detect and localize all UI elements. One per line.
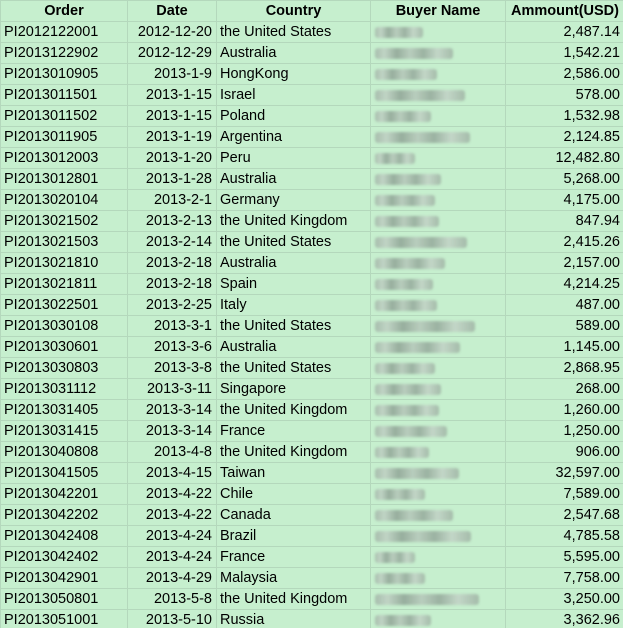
table-row — [1, 232, 623, 253]
amount-cell[interactable]: 2,586.00 — [506, 64, 623, 85]
amount-cell[interactable]: 1,542.21 — [506, 43, 623, 64]
table-row — [1, 85, 623, 106]
amount-cell[interactable]: 1,260.00 — [506, 400, 623, 421]
table-row — [1, 526, 623, 547]
country-cell[interactable]: Brazil — [217, 526, 371, 547]
buyer-name-cell[interactable] — [371, 316, 506, 337]
amount-cell[interactable]: 2,157.00 — [506, 253, 623, 274]
amount-cell[interactable]: 2,547.68 — [506, 505, 623, 526]
table-row — [1, 253, 623, 274]
date-cell[interactable]: 2013-2-14 — [128, 232, 217, 253]
table-row — [1, 358, 623, 379]
buyer-name-cell[interactable] — [371, 22, 506, 43]
order-cell[interactable]: PI2013042202 — [1, 505, 128, 526]
order-cell[interactable]: PI2013021503 — [1, 232, 128, 253]
country-cell[interactable]: France — [217, 421, 371, 442]
table-row — [1, 568, 623, 589]
redacted-buyer-name — [375, 552, 415, 563]
amount-cell[interactable]: 7,758.00 — [506, 568, 623, 589]
redacted-buyer-name — [375, 300, 437, 311]
redacted-buyer-name — [375, 195, 435, 206]
buyer-name-cell[interactable] — [371, 442, 506, 463]
date-cell[interactable]: 2013-5-8 — [128, 589, 217, 610]
amount-cell[interactable]: 1,250.00 — [506, 421, 623, 442]
table-body — [1, 22, 623, 628]
header-buyer-name[interactable]: Buyer Name — [371, 1, 506, 22]
country-cell[interactable]: Chile — [217, 484, 371, 505]
redacted-buyer-name — [375, 153, 415, 164]
redacted-buyer-name — [375, 174, 441, 185]
redacted-buyer-name — [375, 90, 465, 101]
order-cell[interactable]: PI2013050801 — [1, 589, 128, 610]
amount-cell[interactable]: 268.00 — [506, 379, 623, 400]
buyer-name-cell[interactable] — [371, 379, 506, 400]
order-cell[interactable]: PI2013122902 — [1, 43, 128, 64]
order-cell[interactable]: PI2013031405 — [1, 400, 128, 421]
date-cell[interactable]: 2013-1-28 — [128, 169, 217, 190]
redacted-buyer-name — [375, 489, 425, 500]
order-cell[interactable]: PI2013042408 — [1, 526, 128, 547]
table-row — [1, 22, 623, 43]
buyer-name-cell[interactable] — [371, 526, 506, 547]
buyer-name-cell[interactable] — [371, 505, 506, 526]
date-cell[interactable]: 2013-5-10 — [128, 610, 217, 628]
buyer-name-cell[interactable] — [371, 547, 506, 568]
buyer-name-cell[interactable] — [371, 253, 506, 274]
buyer-name-cell[interactable] — [371, 589, 506, 610]
header-date[interactable]: Date — [128, 1, 217, 22]
country-cell[interactable]: Australia — [217, 253, 371, 274]
redacted-buyer-name — [375, 426, 447, 437]
redacted-buyer-name — [375, 237, 467, 248]
redacted-buyer-name — [375, 573, 425, 584]
header-country[interactable]: Country — [217, 1, 371, 22]
country-cell[interactable]: the United Kingdom — [217, 211, 371, 232]
amount-cell[interactable]: 847.94 — [506, 211, 623, 232]
country-cell[interactable]: the United Kingdom — [217, 589, 371, 610]
amount-cell[interactable]: 589.00 — [506, 316, 623, 337]
table-row — [1, 106, 623, 127]
buyer-name-cell[interactable] — [371, 43, 506, 64]
buyer-name-cell[interactable] — [371, 337, 506, 358]
country-cell[interactable]: Malaysia — [217, 568, 371, 589]
buyer-name-cell[interactable] — [371, 148, 506, 169]
date-cell[interactable]: 2013-3-11 — [128, 379, 217, 400]
amount-cell[interactable]: 2,124.85 — [506, 127, 623, 148]
buyer-name-cell[interactable] — [371, 232, 506, 253]
table-row — [1, 274, 623, 295]
country-cell[interactable]: Taiwan — [217, 463, 371, 484]
country-cell[interactable]: HongKong — [217, 64, 371, 85]
country-cell[interactable]: Germany — [217, 190, 371, 211]
table-row — [1, 295, 623, 316]
order-cell[interactable]: PI2013021811 — [1, 274, 128, 295]
amount-cell[interactable]: 32,597.00 — [506, 463, 623, 484]
amount-cell[interactable]: 487.00 — [506, 295, 623, 316]
amount-cell[interactable]: 7,589.00 — [506, 484, 623, 505]
table-row — [1, 316, 623, 337]
table-row — [1, 547, 623, 568]
order-cell[interactable]: PI2013021502 — [1, 211, 128, 232]
date-cell[interactable]: 2013-4-22 — [128, 505, 217, 526]
buyer-name-cell[interactable] — [371, 85, 506, 106]
country-cell[interactable]: the United States — [217, 232, 371, 253]
redacted-buyer-name — [375, 132, 470, 143]
redacted-buyer-name — [375, 384, 441, 395]
country-cell[interactable]: Israel — [217, 85, 371, 106]
table-row — [1, 379, 623, 400]
order-cell[interactable]: PI2013041505 — [1, 463, 128, 484]
table-row — [1, 484, 623, 505]
country-cell[interactable]: France — [217, 547, 371, 568]
country-cell[interactable]: Australia — [217, 169, 371, 190]
table-row — [1, 337, 623, 358]
order-cell[interactable]: PI2013010905 — [1, 64, 128, 85]
order-cell[interactable]: PI2013042402 — [1, 547, 128, 568]
table-row — [1, 64, 623, 85]
country-cell[interactable]: Italy — [217, 295, 371, 316]
table-row — [1, 589, 623, 610]
date-cell[interactable]: 2013-1-15 — [128, 106, 217, 127]
buyer-name-cell[interactable] — [371, 106, 506, 127]
header-amount[interactable]: Ammount(USD) — [506, 1, 623, 22]
redacted-buyer-name — [375, 468, 459, 479]
redacted-buyer-name — [375, 531, 471, 542]
amount-cell[interactable]: 4,214.25 — [506, 274, 623, 295]
date-cell[interactable]: 2012-12-29 — [128, 43, 217, 64]
redacted-buyer-name — [375, 111, 431, 122]
order-cell[interactable]: PI2013011501 — [1, 85, 128, 106]
order-cell[interactable]: PI2013021810 — [1, 253, 128, 274]
buyer-name-cell[interactable] — [371, 421, 506, 442]
date-cell[interactable]: 2013-4-22 — [128, 484, 217, 505]
order-cell[interactable]: PI2013011905 — [1, 127, 128, 148]
order-cell[interactable]: PI2013011502 — [1, 106, 128, 127]
table-row — [1, 610, 623, 628]
country-cell[interactable]: the United States — [217, 358, 371, 379]
order-cell[interactable]: PI2013030108 — [1, 316, 128, 337]
table-row — [1, 211, 623, 232]
date-cell[interactable]: 2013-1-9 — [128, 64, 217, 85]
redacted-buyer-name — [375, 447, 429, 458]
table-row — [1, 43, 623, 64]
buyer-name-cell[interactable] — [371, 358, 506, 379]
amount-cell[interactable]: 906.00 — [506, 442, 623, 463]
table-row — [1, 190, 623, 211]
date-cell[interactable]: 2013-2-13 — [128, 211, 217, 232]
country-cell[interactable]: Australia — [217, 337, 371, 358]
date-cell[interactable]: 2013-3-6 — [128, 337, 217, 358]
redacted-buyer-name — [375, 216, 439, 227]
country-cell[interactable]: Singapore — [217, 379, 371, 400]
redacted-buyer-name — [375, 69, 437, 80]
buyer-name-cell[interactable] — [371, 568, 506, 589]
date-cell[interactable]: 2013-2-1 — [128, 190, 217, 211]
date-cell[interactable]: 2013-4-24 — [128, 526, 217, 547]
country-cell[interactable]: Argentina — [217, 127, 371, 148]
order-cell[interactable]: PI2013040808 — [1, 442, 128, 463]
redacted-buyer-name — [375, 510, 453, 521]
amount-cell[interactable]: 4,175.00 — [506, 190, 623, 211]
date-cell[interactable]: 2013-3-8 — [128, 358, 217, 379]
order-cell[interactable]: PI2013022501 — [1, 295, 128, 316]
amount-cell[interactable]: 2,487.14 — [506, 22, 623, 43]
buyer-name-cell[interactable] — [371, 169, 506, 190]
table-row — [1, 400, 623, 421]
redacted-buyer-name — [375, 48, 453, 59]
date-cell[interactable]: 2013-3-14 — [128, 400, 217, 421]
order-cell[interactable]: PI2013042201 — [1, 484, 128, 505]
redacted-buyer-name — [375, 258, 445, 269]
redacted-buyer-name — [375, 321, 475, 332]
redacted-buyer-name — [375, 363, 435, 374]
amount-cell[interactable]: 3,250.00 — [506, 589, 623, 610]
country-cell[interactable]: Canada — [217, 505, 371, 526]
amount-cell[interactable]: 2,415.26 — [506, 232, 623, 253]
buyer-name-cell[interactable] — [371, 400, 506, 421]
redacted-buyer-name — [375, 615, 431, 626]
order-cell[interactable]: PI2013031112 — [1, 379, 128, 400]
order-cell[interactable]: PI2013012801 — [1, 169, 128, 190]
amount-cell[interactable]: 2,868.95 — [506, 358, 623, 379]
redacted-buyer-name — [375, 27, 423, 38]
buyer-name-cell[interactable] — [371, 127, 506, 148]
redacted-buyer-name — [375, 342, 460, 353]
date-cell[interactable]: 2013-3-1 — [128, 316, 217, 337]
amount-cell[interactable]: 5,268.00 — [506, 169, 623, 190]
buyer-name-cell[interactable] — [371, 190, 506, 211]
order-cell[interactable]: PI2013042901 — [1, 568, 128, 589]
buyer-name-cell[interactable] — [371, 211, 506, 232]
country-cell[interactable]: Poland — [217, 106, 371, 127]
date-cell[interactable]: 2013-1-20 — [128, 148, 217, 169]
amount-cell[interactable]: 1,532.98 — [506, 106, 623, 127]
date-cell[interactable]: 2013-1-19 — [128, 127, 217, 148]
order-cell[interactable]: PI2013030803 — [1, 358, 128, 379]
buyer-name-cell[interactable] — [371, 484, 506, 505]
country-cell[interactable]: Peru — [217, 148, 371, 169]
date-cell[interactable]: 2013-2-18 — [128, 274, 217, 295]
amount-cell[interactable]: 578.00 — [506, 85, 623, 106]
table-row — [1, 148, 623, 169]
order-cell[interactable]: PI2013030601 — [1, 337, 128, 358]
country-cell[interactable]: Spain — [217, 274, 371, 295]
country-cell[interactable]: Russia — [217, 610, 371, 628]
header-row — [1, 1, 623, 22]
date-cell[interactable]: 2013-4-24 — [128, 547, 217, 568]
table-row — [1, 442, 623, 463]
table-row — [1, 505, 623, 526]
order-cell[interactable]: PI2012122001 — [1, 22, 128, 43]
amount-cell[interactable]: 3,362.96 — [506, 610, 623, 628]
buyer-name-cell[interactable] — [371, 610, 506, 628]
buyer-name-cell[interactable] — [371, 295, 506, 316]
date-cell[interactable]: 2013-1-15 — [128, 85, 217, 106]
date-cell[interactable]: 2013-4-8 — [128, 442, 217, 463]
table-row — [1, 127, 623, 148]
date-cell[interactable]: 2013-2-18 — [128, 253, 217, 274]
order-cell[interactable]: PI2013012003 — [1, 148, 128, 169]
country-cell[interactable]: the United States — [217, 22, 371, 43]
country-cell[interactable]: the United Kingdom — [217, 442, 371, 463]
date-cell[interactable]: 2013-2-25 — [128, 295, 217, 316]
date-cell[interactable]: 2013-4-29 — [128, 568, 217, 589]
buyer-name-cell[interactable] — [371, 463, 506, 484]
table-row — [1, 169, 623, 190]
amount-cell[interactable]: 5,595.00 — [506, 547, 623, 568]
buyer-name-cell[interactable] — [371, 274, 506, 295]
country-cell[interactable]: the United Kingdom — [217, 400, 371, 421]
order-cell[interactable]: PI2013051001 — [1, 610, 128, 628]
header-order[interactable]: Order — [1, 1, 128, 22]
country-cell[interactable]: the United States — [217, 316, 371, 337]
redacted-buyer-name — [375, 594, 479, 605]
buyer-name-cell[interactable] — [371, 64, 506, 85]
order-cell[interactable]: PI2013020104 — [1, 190, 128, 211]
table-row — [1, 421, 623, 442]
redacted-buyer-name — [375, 405, 439, 416]
date-cell[interactable]: 2013-4-15 — [128, 463, 217, 484]
order-cell[interactable]: PI2013031415 — [1, 421, 128, 442]
redacted-buyer-name — [375, 279, 433, 290]
date-cell[interactable]: 2012-12-20 — [128, 22, 217, 43]
table-row — [1, 463, 623, 484]
amount-cell[interactable]: 4,785.58 — [506, 526, 623, 547]
date-cell[interactable]: 2013-3-14 — [128, 421, 217, 442]
amount-cell[interactable]: 12,482.80 — [506, 148, 623, 169]
country-cell[interactable]: Australia — [217, 43, 371, 64]
amount-cell[interactable]: 1,145.00 — [506, 337, 623, 358]
